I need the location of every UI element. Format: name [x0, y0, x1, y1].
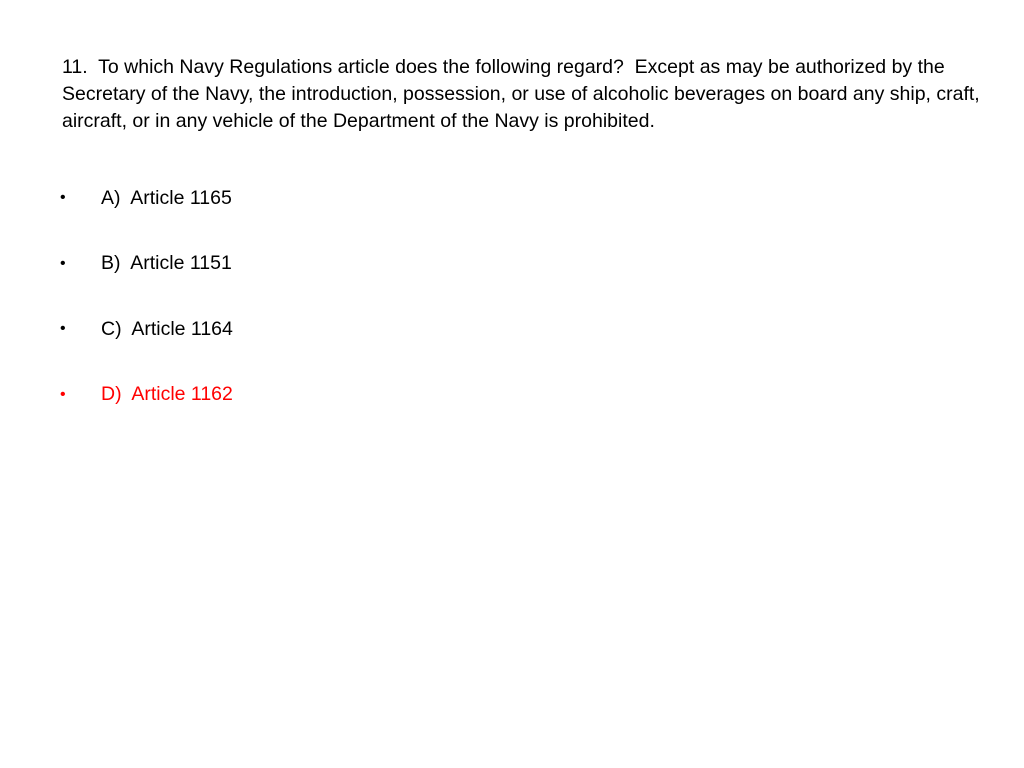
bullet-icon: •: [60, 254, 66, 272]
option-d: [58, 380, 233, 410]
question-text: 11. To which Navy Regulations article does the following regard? Except as may be authorized by the Secretary of the Navy, the introduction, possession, or use of alcoholic beverages on board any ship, craft, aircraft, or in any vehicle of the Department of the Navy is prohibited.: [62, 56, 986, 132]
bullet-icon: •: [60, 189, 66, 206]
answer-options-list: [58, 183, 233, 445]
option-b: [58, 249, 233, 279]
option-c-label: C) Article 1164: [101, 317, 233, 340]
option-a: [58, 183, 233, 213]
bullet-icon: •: [60, 320, 66, 337]
option-a-label: A) Article 1165: [101, 186, 232, 209]
bullet-icon: •: [60, 385, 66, 403]
option-c: [58, 314, 233, 344]
option-d-label: D) Article 1162: [101, 383, 233, 405]
option-b-label: B) Article 1151: [101, 252, 232, 274]
